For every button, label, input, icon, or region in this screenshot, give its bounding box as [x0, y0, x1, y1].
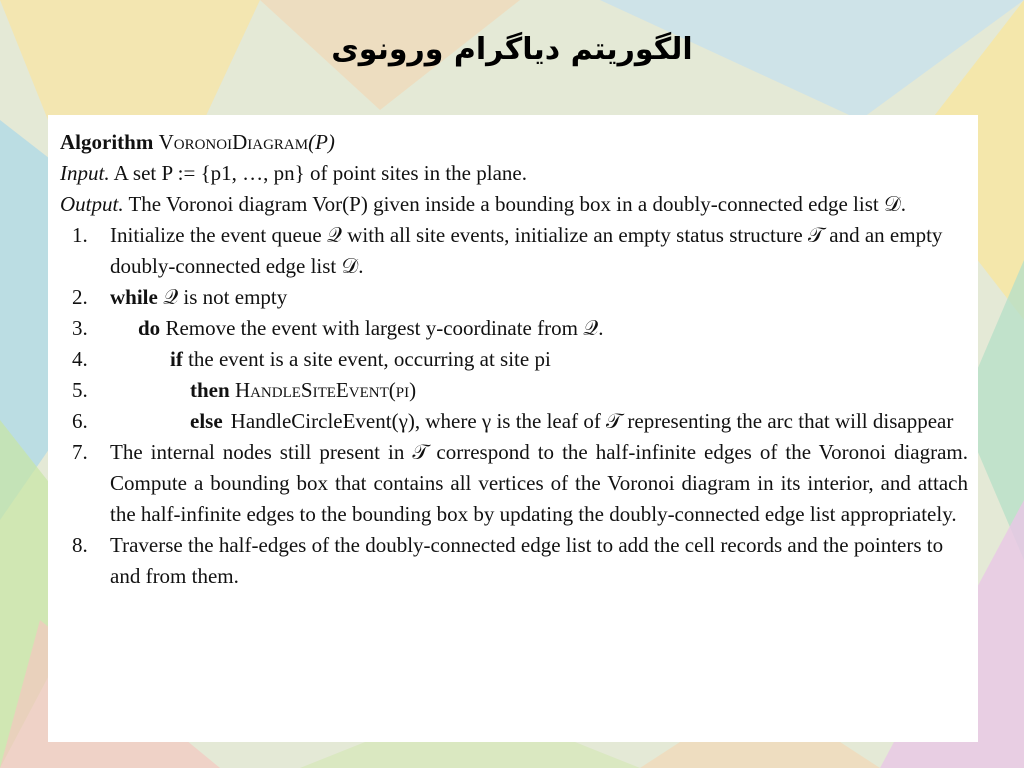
step-text: Remove the event with largest y-coordinate from 𝒬. [165, 316, 604, 340]
input-text: A set P := {p1, …, pn} of point sites in the plane. [113, 161, 527, 185]
input-label: Input. [60, 161, 110, 185]
step-7 [60, 437, 968, 530]
step-number: 2. [72, 285, 88, 309]
step-keyword: do [138, 316, 161, 340]
step-1 [60, 220, 968, 282]
step-text: the event is a site event, occurring at site pi [188, 347, 551, 371]
step-keyword: if [170, 347, 183, 371]
step-number: 3. [72, 316, 88, 340]
step-number: 8. [72, 533, 88, 557]
step-4 [60, 344, 968, 375]
algorithm-box [48, 115, 978, 742]
step-number: 7. [72, 440, 88, 464]
step-keyword: while [110, 285, 158, 309]
step-text: Initialize the event queue 𝒬 with all site events, initialize an empty status structure 𝒯 and an empty doubly-connected edge list 𝒟. [110, 223, 943, 278]
algorithm-keyword: Algorithm [60, 130, 154, 154]
step-text: HandleSiteEvent(pi) [234, 378, 417, 402]
algorithm-name: VoronoiDiagram [158, 130, 309, 154]
step-text: Traverse the half-edges of the doubly-connected edge list to add the cell records and the pointers to and from them. [110, 533, 944, 588]
step-text: HandleCircleEvent(γ), where γ is the leaf of 𝒯 representing the arc that will disappear [230, 409, 954, 433]
step-keyword: else [190, 409, 223, 433]
algorithm-header [60, 127, 968, 158]
step-2 [60, 282, 968, 313]
algorithm-input [60, 158, 968, 189]
step-keyword: then [190, 378, 230, 402]
step-8 [60, 530, 968, 592]
algorithm-output [36, 189, 968, 220]
output-text: The Voronoi diagram Vor(P) given inside a bounding box in a doubly-connected edge list 𝒟. [128, 192, 906, 216]
step-text: 𝒬 is not empty [163, 285, 288, 309]
algorithm-arg: (P) [308, 130, 335, 154]
step-5 [60, 375, 968, 406]
slide-title: الگوریتم دیاگرام ورونوی [331, 32, 693, 67]
step-3 [60, 313, 968, 344]
step-6 [60, 406, 968, 437]
step-number: 1. [72, 223, 88, 247]
step-number: 4. [72, 347, 88, 371]
step-text: The internal nodes still present in 𝒯 correspond to the half-infinite edges of the Voronoi diagram. Compute a bounding box that contains all vertices of the Voronoi diagram in its interior, and attach the half-infinite edges to the bounding box by updating the doubly-connected edge list appropriately. [110, 440, 968, 526]
step-number: 5. [72, 378, 88, 402]
step-number: 6. [72, 409, 88, 433]
output-label: Output. [60, 192, 124, 216]
